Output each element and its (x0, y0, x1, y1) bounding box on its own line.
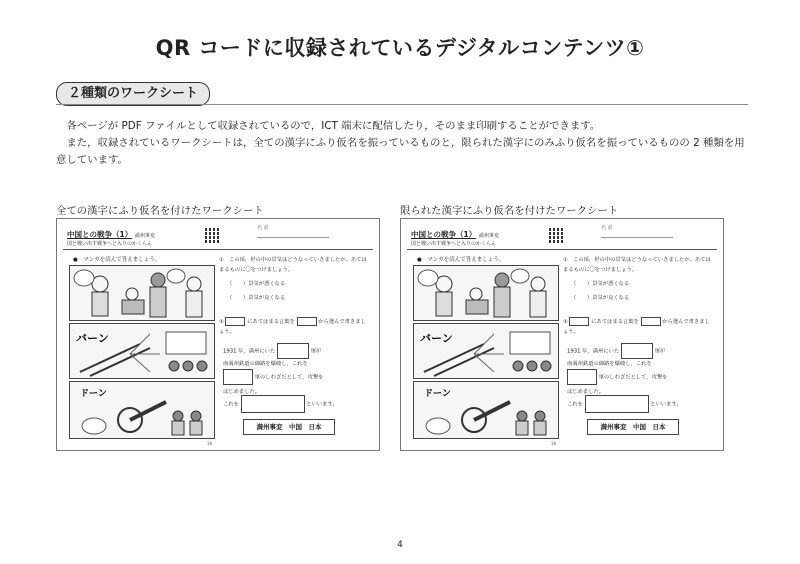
sound-effect-1: バーン (420, 332, 453, 345)
worksheet-subtitle: 国と戦い出す戦争へと入りのかくらん (411, 241, 497, 247)
manga-prompt: ● マンガを読んで答えましょう。 (417, 257, 505, 263)
worksheet-header-rule (63, 249, 373, 250)
worksheet-header-rule (407, 249, 717, 250)
manga-prompt: ● マンガを読んで答えましょう。 (73, 257, 161, 263)
manga-panel-1 (69, 265, 215, 321)
sound-effect-2: ドーン (424, 389, 451, 399)
fill-line-3: 軍のしわざだとして，攻撃を (223, 369, 323, 385)
question-1: ① この頃，世の中の景気はどうなっていきましたか。あてはまるものに〇をつけましょう。 (563, 257, 711, 273)
worksheet-preview-full-furigana (56, 218, 380, 451)
option-2: （ ）景気が良くなる (227, 295, 286, 301)
manga-panel-1-illustration (414, 266, 558, 320)
manga-panel-3 (413, 381, 559, 439)
question-2: ② にあてはまる言葉を から選んで書きましょう。 (563, 319, 710, 335)
fill-line-1: 1931 年，満州にいた 軍が (223, 343, 321, 359)
word-choices-box: 満州事変 中国 日本 (587, 419, 679, 435)
manga-panel-2 (69, 323, 215, 379)
worksheet-subtitle: 国と戦い出す戦争へと入りのかくらん (67, 241, 153, 247)
fill-line-3: 軍のしわざだとして，攻撃を (567, 369, 667, 385)
worksheet-preview-limited-furigana (400, 218, 724, 451)
manga-panel-1 (413, 265, 559, 321)
section-badge: ２種類のワークシート (56, 82, 210, 106)
option-1: （ ）景気が悪くなる (227, 281, 286, 287)
worksheet-title: 中国との戦争（1） 満州事変 (67, 230, 155, 239)
intro-paragraph-2: また，収録されているワークシートは，全ての漢字にふり仮名を振っているものと，限られた漢字にのみふり仮名を振っているものの 2 種類を用意しています。 (56, 137, 745, 166)
qr-code-overlay (549, 227, 565, 243)
worksheet-page-number: 38 (207, 441, 213, 446)
fill-line-2: 南満州鉄道の線路を爆破し，これを (567, 361, 652, 367)
question-1: ① この頃，世の中の景気はどうなっていきましたか。あてはまるものに〇をつけましょう。 (219, 257, 367, 273)
fill-line-4: はじめました。 (567, 389, 605, 395)
fill-line-5: これを といいます。 (567, 395, 682, 413)
name-field: 名 前 (257, 224, 329, 238)
manga-panel-1-illustration (70, 266, 214, 320)
page-title: QR コードに収録されているデジタルコンテンツ① (155, 36, 645, 60)
option-1: （ ）景気が悪くなる (571, 281, 630, 287)
section-divider (56, 104, 748, 105)
manga-panel-3-illustration (414, 382, 558, 438)
worksheet-title: 中国との戦争（1） 満州事変 (411, 230, 499, 239)
fill-line-2: 南満州鉄道の線路を爆破し，これを (223, 361, 308, 367)
page-number: 4 (397, 540, 403, 550)
manga-panel-3-illustration (70, 382, 214, 438)
sheet-caption-limited-furigana: 限られた漢字にふり仮名を付けたワークシート (400, 205, 619, 217)
name-field: 名 前 (601, 224, 673, 238)
qr-code-overlay (205, 227, 221, 243)
manga-panel-2 (413, 323, 559, 379)
option-2: （ ）景気が良くなる (571, 295, 630, 301)
fill-line-4: はじめました。 (223, 389, 261, 395)
question-2: ② にあてはまる言葉を から選んで書きましょう。 (219, 319, 366, 335)
sheet-caption-full-furigana: 全ての漢字にふり仮名を付けたワークシート (56, 205, 264, 217)
manga-panel-2-illustration (414, 324, 558, 378)
manga-panel-2-illustration (70, 324, 214, 378)
word-choices-box: 満州事変 中国 日本 (243, 419, 335, 435)
manga-panel-3 (69, 381, 215, 439)
intro-paragraph-1: 各ページが PDF ファイルとして収録されているので，ICT 端末に配信したり，そのまま印刷することができます。 (66, 120, 601, 132)
fill-line-1: 1931 年，満州にいた 軍が (567, 343, 665, 359)
fill-line-5: これを といいます。 (223, 395, 338, 413)
worksheet-page-number: 38 (551, 441, 557, 446)
sound-effect-1: バーン (76, 332, 109, 345)
sound-effect-2: ドーン (80, 389, 107, 399)
